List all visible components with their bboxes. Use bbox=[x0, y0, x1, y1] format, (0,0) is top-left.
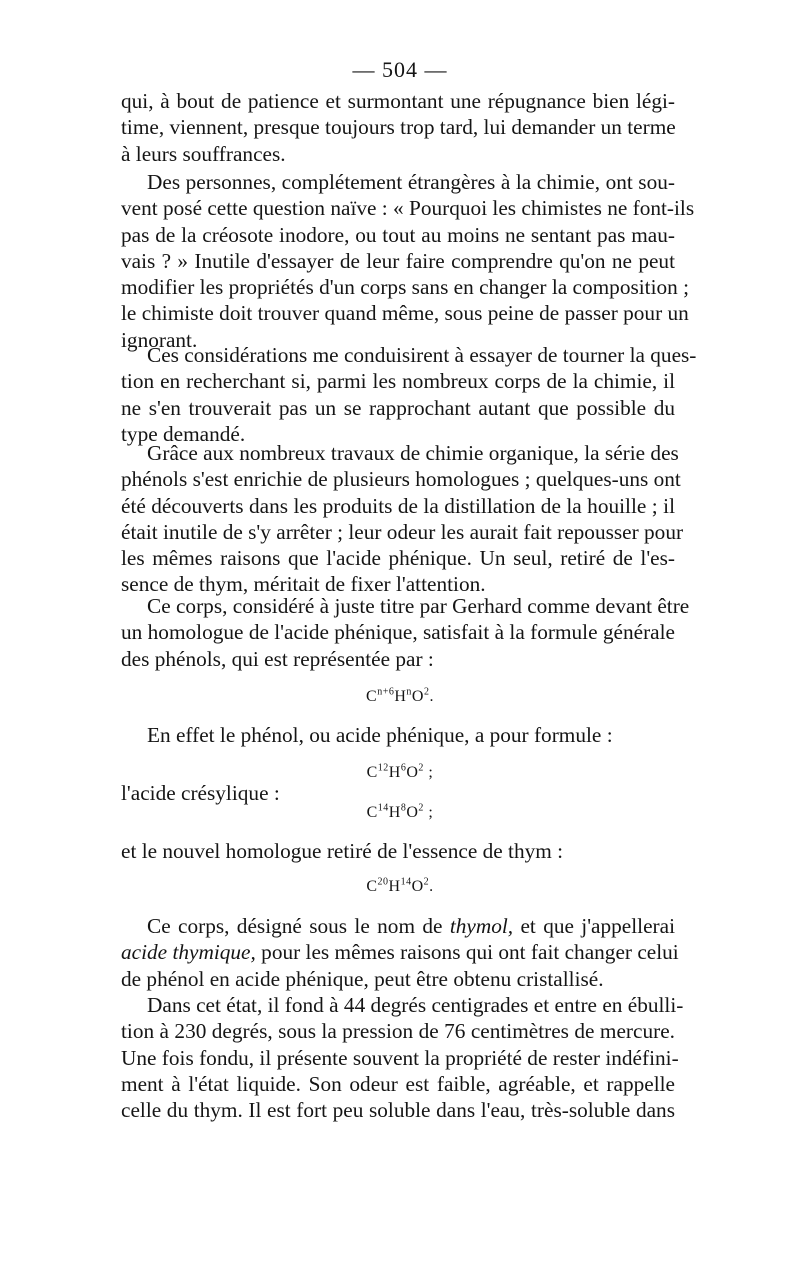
text-line: des phénols, qui est représentée par : bbox=[121, 646, 434, 671]
paragraph-question bbox=[121, 169, 695, 353]
text-line: Grâce aux nombreux travaux de chimie organique, la série des bbox=[147, 441, 679, 465]
text-line: à leurs souffrances. bbox=[121, 141, 286, 166]
text-line: Une fois fondu, il présente souvent la propriété de rester indéfini- bbox=[121, 1045, 679, 1070]
text-line: Ce corps, désigné sous le nom de thymol, et que j'appellerai bbox=[147, 914, 675, 938]
text-line: type demandé. bbox=[121, 421, 246, 446]
term-acide-thymique: acide thymique, bbox=[121, 940, 256, 965]
formula-cresylic: $C^{14}H^8O^2$ ; bbox=[366, 802, 434, 821]
text-line: acide thymique, pour les mêmes raisons qui ont fait changer celui bbox=[121, 940, 679, 965]
text-line: celle du thym. Il est fort peu soluble dans l'eau, très-soluble dans bbox=[121, 1098, 675, 1123]
text-line: été découverts dans les produits de la distillation de la houille ; il bbox=[121, 493, 675, 518]
paragraph-phenols bbox=[121, 440, 684, 598]
cresylic-label: l'acide crésylique : bbox=[121, 781, 280, 805]
paragraph-considerations bbox=[121, 342, 697, 447]
text-line: tion en recherchant si, parmi les nombreux corps de la chimie, il bbox=[121, 369, 675, 394]
text-line: qui, à bout de patience et surmontant une répugnance bien légi- bbox=[121, 89, 675, 113]
paragraph-continuation bbox=[121, 88, 675, 167]
phenol-intro: En effet le phénol, ou acide phénique, a pour formule : bbox=[147, 723, 613, 747]
paragraph-thymol bbox=[121, 913, 679, 992]
term-thymol: thymol, bbox=[449, 914, 514, 938]
text-line: le chimiste doit trouver quand même, sous peine de passer pour un bbox=[121, 301, 689, 326]
text-line: était inutile de s'y arrêter ; leur odeur les aurait fait repousser pour bbox=[121, 519, 684, 544]
text-line: tion à 230 degrés, sous la pression de 76 centimètres de mercure. bbox=[121, 1019, 675, 1044]
text-line: phénols s'est enrichie de plusieurs homologues ; quelques-uns ont bbox=[121, 467, 681, 492]
paragraph-properties bbox=[121, 992, 684, 1123]
text-line: ignorant. bbox=[121, 327, 198, 352]
formula-thymol: $C^{20}H^{14}O^2$. bbox=[366, 876, 434, 895]
text-line: Ce corps, considéré à juste titre par Gerhard comme devant être bbox=[147, 594, 690, 618]
text-line: vais ? » Inutile d'essayer de leur faire comprendre qu'on ne peut bbox=[121, 248, 675, 273]
text-line: time, viennent, presque toujours trop tard, lui demander un terme bbox=[121, 115, 676, 140]
text-line: modifier les propriétés d'un corps sans en changer la composition ; bbox=[121, 275, 690, 300]
formula-general: $C^{n+6}H^nO^2$. bbox=[366, 686, 434, 705]
thymol-intro: et le nouvel homologue retiré de l'essence de thym : bbox=[121, 839, 564, 863]
text-line: un homologue de l'acide phénique, satisfait à la formule générale bbox=[121, 620, 675, 645]
text-line: sence de thym, méritait de fixer l'attention. bbox=[121, 572, 486, 597]
text-line: Dans cet état, il fond à 44 degrés centigrades et entre en ébulli- bbox=[147, 993, 684, 1017]
text-line: ment à l'état liquide. Son odeur est faible, agréable, et rappelle bbox=[121, 1071, 675, 1096]
formula-phenol: $C^{12}H^6O^2$ ; bbox=[366, 762, 434, 781]
text-line: ne s'en trouverait pas un se rapprochant autant que possible du bbox=[121, 395, 675, 420]
text-line: vent posé cette question naïve : « Pourquoi les chimistes ne font-ils bbox=[121, 196, 695, 221]
text-line: les mêmes raisons que l'acide phénique. Un seul, retiré de l'es- bbox=[121, 546, 675, 571]
text-line: de phénol en acide phénique, peut être obtenu cristallisé. bbox=[121, 966, 604, 991]
paragraph-gerhard bbox=[121, 593, 690, 672]
text-line: Des personnes, complétement étrangères à la chimie, ont sou- bbox=[147, 170, 675, 194]
page-number: — 504 — bbox=[352, 57, 448, 82]
text-line: pas de la créosote inodore, ou tout au moins ne sentant pas mau- bbox=[121, 222, 675, 247]
text-line: Ces considérations me conduisirent à essayer de tourner la ques- bbox=[147, 343, 697, 367]
